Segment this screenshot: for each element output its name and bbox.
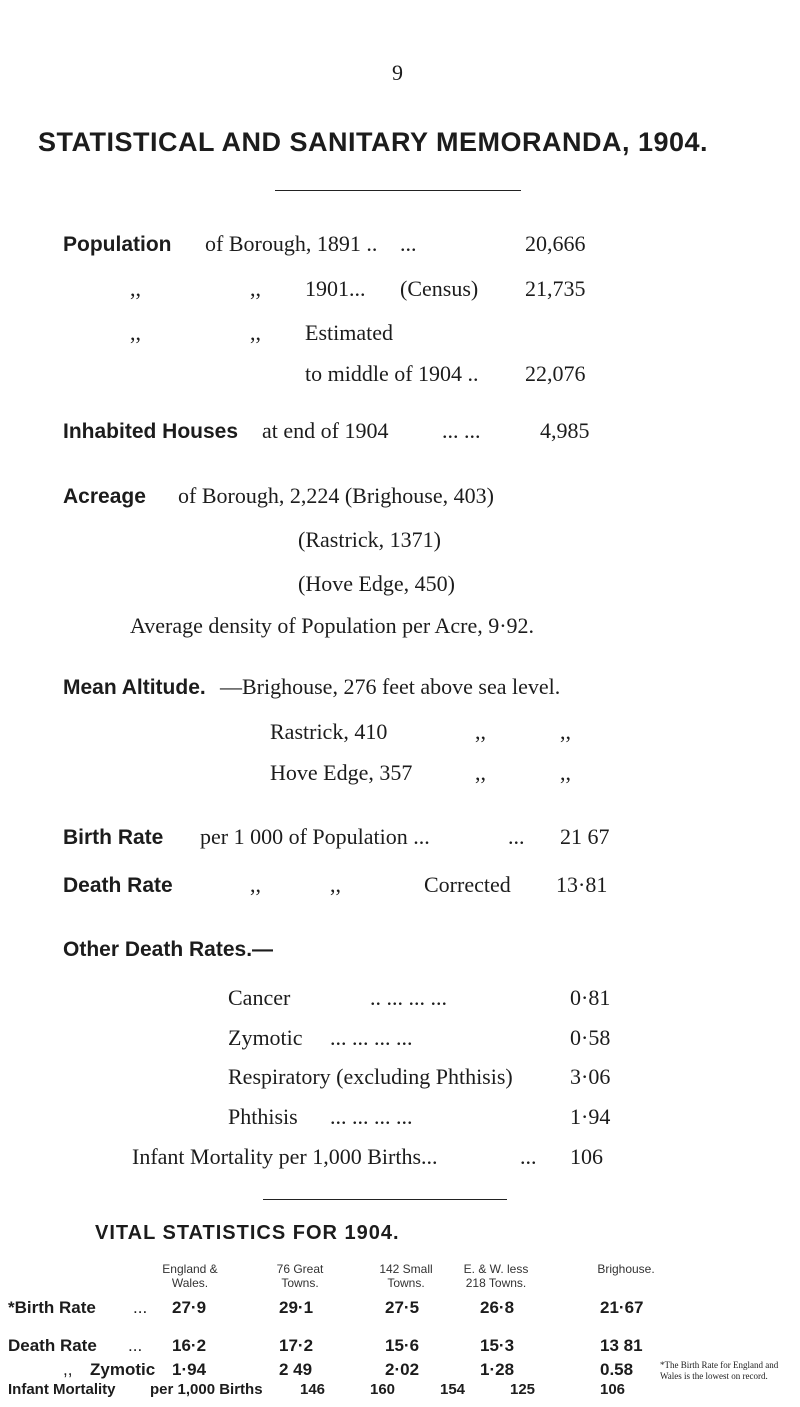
table-cell: 15·6 bbox=[385, 1336, 420, 1355]
vital-statistics-title: VITAL STATISTICS FOR 1904. bbox=[95, 1222, 400, 1244]
population-label: Population bbox=[63, 233, 172, 256]
other-rate-label: Cancer bbox=[228, 985, 291, 1010]
table-cell: 13 81 bbox=[600, 1336, 643, 1355]
population-row1-dots: ... bbox=[400, 231, 417, 256]
population-row1-text: of Borough, 1891 .. bbox=[205, 231, 378, 256]
birth-rate-label: Birth Rate bbox=[63, 826, 164, 849]
column-header-line1: 76 Great bbox=[276, 1262, 324, 1276]
table-cell: 146 bbox=[300, 1381, 326, 1398]
table-cell: 2·02 bbox=[385, 1360, 420, 1379]
population-row3-value: 22,076 bbox=[525, 361, 586, 386]
page-title: STATISTICAL AND SANITARY MEMORANDA, 1904. bbox=[38, 127, 709, 157]
column-header-line2: Towns. bbox=[387, 1276, 425, 1290]
other-rate-label: Infant Mortality per 1,000 Births... bbox=[132, 1144, 438, 1169]
table-cell: 154 bbox=[440, 1381, 466, 1398]
table-cell: 17·2 bbox=[279, 1336, 314, 1355]
table-cell: 26·8 bbox=[480, 1298, 515, 1317]
column-header-line1: England & bbox=[162, 1262, 218, 1276]
acreage-text: of Borough, 2,224 (Brighouse, 403) bbox=[178, 483, 494, 508]
houses-value: 4,985 bbox=[540, 418, 590, 443]
table-cell: 27·5 bbox=[385, 1298, 420, 1317]
population-row2-note: (Census) bbox=[400, 276, 479, 301]
other-rate-value: 0·81 bbox=[570, 985, 611, 1010]
row-dots: ... bbox=[133, 1298, 148, 1317]
altitude-ditto: ,, bbox=[560, 760, 571, 785]
table-cell: 27·9 bbox=[172, 1298, 207, 1317]
column-header bbox=[150, 1262, 230, 1290]
death-rate-ditto: ,, bbox=[330, 872, 341, 897]
death-rate-label: Death Rate bbox=[63, 874, 173, 897]
row-label: Zymotic bbox=[90, 1360, 156, 1379]
row-label: *Birth Rate bbox=[8, 1298, 96, 1317]
column-header bbox=[446, 1262, 546, 1290]
row-ditto: ,, bbox=[63, 1360, 73, 1379]
population-row2-text: 1901... bbox=[305, 276, 366, 301]
population-ditto: ,, bbox=[130, 276, 141, 301]
death-rate-value: 13·81 bbox=[556, 872, 608, 897]
altitude-label: Mean Altitude. bbox=[63, 676, 206, 699]
table-cell: 1·94 bbox=[172, 1360, 207, 1379]
death-rate-text: Corrected bbox=[424, 872, 511, 897]
column-header bbox=[366, 1262, 446, 1290]
column-header-line2: Towns. bbox=[281, 1276, 319, 1290]
column-header-line1: 142 Small bbox=[379, 1262, 433, 1276]
altitude-ditto: ,, bbox=[475, 760, 486, 785]
section-rule bbox=[263, 1199, 507, 1200]
row-label: Death Rate bbox=[8, 1336, 97, 1355]
other-death-rates-label: Other Death Rates.— bbox=[63, 938, 274, 961]
altitude-line2: Rastrick, 410 bbox=[270, 719, 388, 744]
other-rate-label: Respiratory (excluding Phthisis) bbox=[228, 1064, 513, 1089]
population-row3b-text: to middle of 1904 .. bbox=[305, 361, 479, 386]
column-header-line2: 218 Towns. bbox=[465, 1276, 527, 1290]
population-row1-value: 20,666 bbox=[525, 231, 586, 256]
column-header-line1: E. & W. less bbox=[463, 1262, 529, 1276]
acreage-density: Average density of Population per Acre, 9·92. bbox=[130, 613, 535, 638]
table-cell: 15·3 bbox=[480, 1336, 515, 1355]
footnote: *The Birth Rate for England and Wales is the lowest on record. bbox=[660, 1360, 779, 1381]
acreage-line3: (Hove Edge, 450) bbox=[298, 571, 456, 596]
birth-rate-dots: ... bbox=[508, 824, 525, 849]
birth-rate-text: per 1 000 of Population ... bbox=[200, 824, 430, 849]
houses-label: Inhabited Houses bbox=[63, 420, 239, 443]
population-ditto: ,, bbox=[250, 276, 261, 301]
table-cell: 16·2 bbox=[172, 1336, 207, 1355]
row-label-line2: per 1,000 Births bbox=[150, 1381, 263, 1398]
acreage-label: Acreage bbox=[63, 485, 146, 508]
table-cell: 2 49 bbox=[279, 1360, 313, 1379]
altitude-ditto: ,, bbox=[560, 719, 571, 744]
other-rate-dots: ... ... ... ... bbox=[330, 1104, 413, 1129]
other-rate-value: 106 bbox=[570, 1144, 603, 1169]
acreage-line2: (Rastrick, 1371) bbox=[298, 527, 441, 552]
title-rule bbox=[275, 190, 521, 191]
other-rate-value: 3·06 bbox=[570, 1064, 611, 1089]
altitude-line3: Hove Edge, 357 bbox=[270, 760, 413, 785]
column-header bbox=[576, 1262, 676, 1276]
other-rate-value: 0·58 bbox=[570, 1025, 611, 1050]
population-row3-text: Estimated bbox=[305, 320, 393, 345]
population-row2-value: 21,735 bbox=[525, 276, 586, 301]
other-rate-dots: ... bbox=[520, 1144, 537, 1169]
houses-text: at end of 1904 bbox=[262, 418, 389, 443]
table-cell: 125 bbox=[510, 1381, 536, 1398]
table-cell: 1·28 bbox=[480, 1360, 515, 1379]
altitude-line1: —Brighouse, 276 feet above sea level. bbox=[220, 674, 561, 699]
birth-rate-value: 21 67 bbox=[560, 824, 610, 849]
row-label: Infant Mortality bbox=[8, 1381, 116, 1398]
houses-dots: ... ... bbox=[442, 418, 481, 443]
altitude-ditto: ,, bbox=[475, 719, 486, 744]
page-number: 9 bbox=[392, 60, 403, 85]
population-ditto: ,, bbox=[250, 320, 261, 345]
other-rate-dots: ... ... ... ... bbox=[330, 1025, 413, 1050]
table-cell: 160 bbox=[370, 1381, 396, 1398]
table-cell: 106 bbox=[600, 1381, 626, 1398]
population-ditto: ,, bbox=[130, 320, 141, 345]
column-header bbox=[265, 1262, 335, 1290]
row-dots: ... bbox=[128, 1336, 143, 1355]
other-rate-label: Phthisis bbox=[228, 1104, 298, 1129]
table-cell: 29·1 bbox=[279, 1298, 314, 1317]
other-rate-label: Zymotic bbox=[228, 1025, 303, 1050]
table-cell: 0.58 bbox=[600, 1360, 634, 1379]
column-header-line2: Brighouse. bbox=[597, 1262, 655, 1276]
other-rate-dots: .. ... ... ... bbox=[370, 985, 447, 1010]
other-rate-value: 1·94 bbox=[570, 1104, 611, 1129]
table-cell: 21·67 bbox=[600, 1298, 644, 1317]
death-rate-ditto: ,, bbox=[250, 872, 261, 897]
column-header-line2: Wales. bbox=[171, 1276, 209, 1290]
